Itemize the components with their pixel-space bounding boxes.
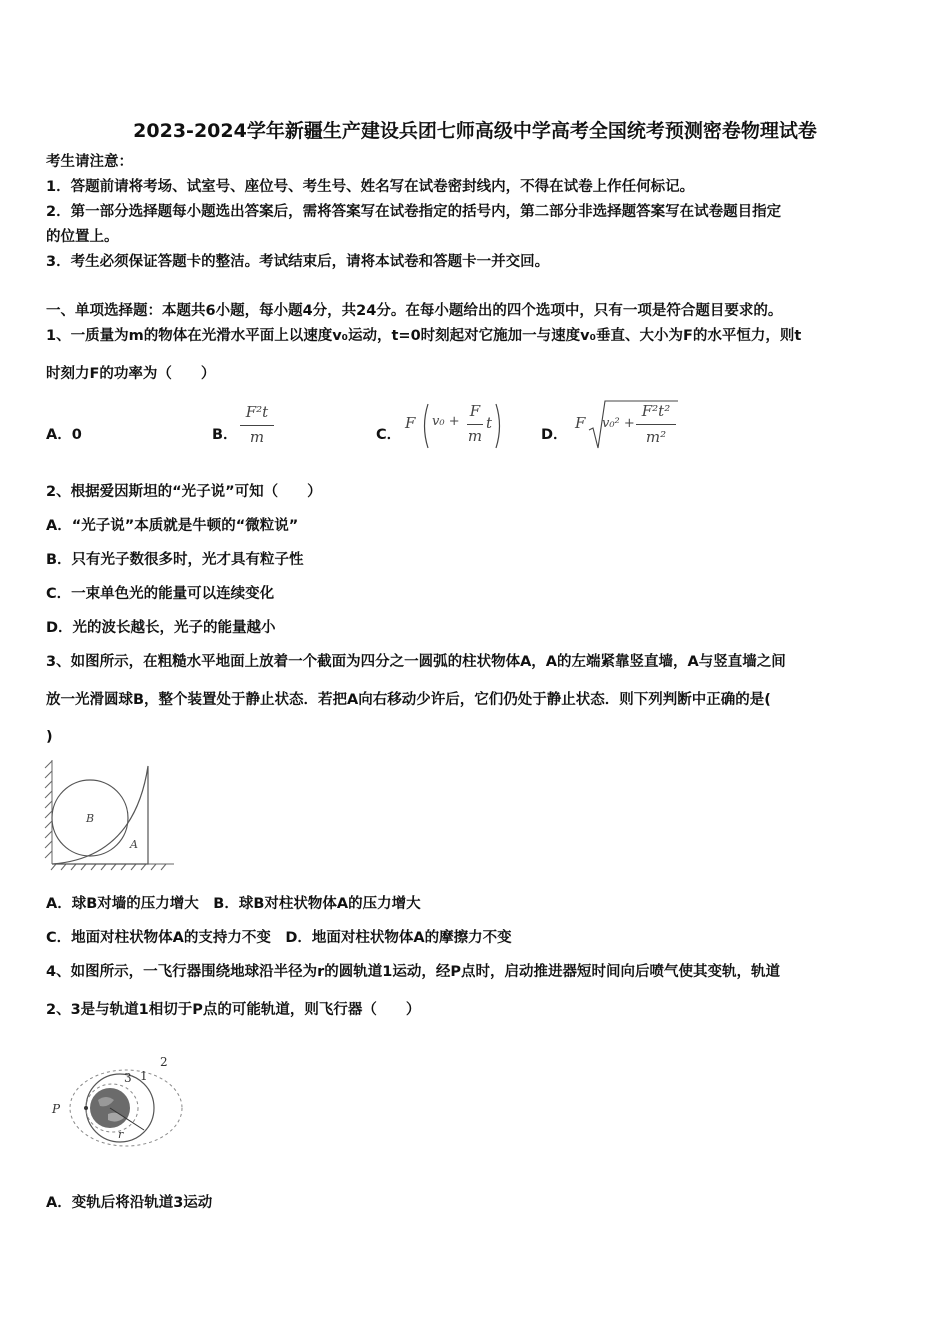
q3-options-cd: C．地面对柱状物体A的支持力不变 D．地面对柱状物体A的摩擦力不变 [46, 930, 512, 946]
q1-option-c-numerator: F [469, 402, 481, 420]
q3-label-b: B [86, 812, 95, 825]
q1-option-c-fraction-bar [467, 424, 483, 425]
q1-option-a-value: 0 [71, 427, 82, 443]
q3-wall [45, 760, 52, 864]
q1-option-c-velocity: v₀ + [432, 414, 460, 429]
q4-figure [46, 1050, 186, 1150]
q4-stem-line1: 4、如图所示，一飞行器围绕地球沿半径为r的圆轨道1运动，经P点时，启动推进器短时间向后喷气使其变轨，轨道 [46, 964, 780, 980]
notice-heading: 考生请注意： [46, 154, 133, 170]
page-title: 2023-2024学年新疆生产建设兵团七师高级中学高考全国统考预测密卷物理试卷 [133, 120, 817, 142]
q3-options-ab: A．球B对墙的压力增大 B．球B对柱状物体A的压力增大 [46, 896, 421, 912]
notice-item-3: 3．考生必须保证答题卡的整洁。考试结束后，请将本试卷和答题卡一并交回。 [46, 254, 550, 270]
q4-label-r: r [118, 1128, 124, 1141]
q1-option-d-velocity: v₀² + [602, 416, 635, 431]
q4-label-3: 3 [124, 1071, 132, 1085]
q1-option-d-force: F [575, 414, 586, 432]
q1-option-b-denominator: m [249, 428, 265, 446]
q1-option-d-label: D． [541, 427, 568, 443]
section-heading: 一、单项选择题：本题共6小题，每小题4分，共24分。在每小题给出的四个选项中，只有一项是符合题目要求的。 [46, 303, 783, 319]
q1-option-c-force: F [405, 414, 416, 432]
q4-label-2: 2 [160, 1055, 168, 1069]
q2-option-d: D．光的波长越长，光子的能量越小 [46, 620, 276, 636]
notice-item-2a: 2．第一部分选择题每小题选出答案后，需将答案写在试卷指定的括号内，第二部分非选择题答案写在试卷题目指定 [46, 204, 782, 220]
q4-label-1: 1 [140, 1069, 148, 1083]
q1-option-b-numerator: F²t [245, 403, 269, 421]
q2-option-b: B．只有光子数很多时，光才具有粒子性 [46, 552, 304, 568]
q1-option-b-label: B． [212, 427, 238, 443]
q1-option-d-numerator: F²t² [641, 402, 671, 420]
q3-label-a: A [130, 838, 138, 851]
q1-option-c-time: t [486, 414, 493, 432]
q1-option-c-label: C． [376, 427, 402, 443]
q4-stem-line2: 2、3是与轨道1相切于P点的可能轨道，则飞行器（ ） [46, 1002, 421, 1018]
q1-option-d-denominator: m² [645, 428, 667, 446]
q1-stem-line2: 时刻力F的功率为（ ） [46, 366, 216, 382]
notice-item-2b: 的位置上。 [46, 229, 119, 245]
q3-stem-line1: 3、如图所示，在粗糙水平地面上放着一个截面为四分之一圆弧的柱状物体A，A的左端紧靠竖直墙，A与竖直墙之间 [46, 654, 786, 670]
q1-option-a [46, 423, 82, 444]
q2-option-a: A．“光子说”本质就是牛顿的“微粒说” [46, 518, 299, 534]
q3-stem-line3: ) [46, 729, 53, 745]
q1-stem-line1: 1、一质量为m的物体在光滑水平面上以速度v₀运动，t=0时刻起对它施加一与速度v₀垂直、大小为F的水平恒力，则t [46, 328, 802, 344]
q1-option-a-label: A． [46, 427, 72, 443]
notice-item-1: 1．答题前请将考场、试室号、座位号、考生号、姓名写在试卷密封线内，不得在试卷上作任何标记。 [46, 179, 695, 195]
q3-ground [51, 864, 174, 870]
q3-stem-line2: 放一光滑圆球B，整个装置处于静止状态．若把A向右移动少许后，它们仍处于静止状态．则下列判断中正确的是( [46, 692, 771, 708]
q3-figure [44, 758, 176, 872]
q2-option-c: C．一束单色光的能量可以连续变化 [46, 586, 275, 602]
q4-option-a: A．变轨后将沿轨道3运动 [46, 1195, 213, 1211]
q1-option-d-fraction-bar [636, 424, 676, 425]
q1-option-b-fraction-bar [240, 425, 274, 426]
q4-label-p: P [52, 1102, 61, 1116]
q1-option-c-denominator: m [467, 427, 483, 445]
q2-stem: 2、根据爱因斯坦的“光子说”可知（ ） [46, 484, 322, 500]
